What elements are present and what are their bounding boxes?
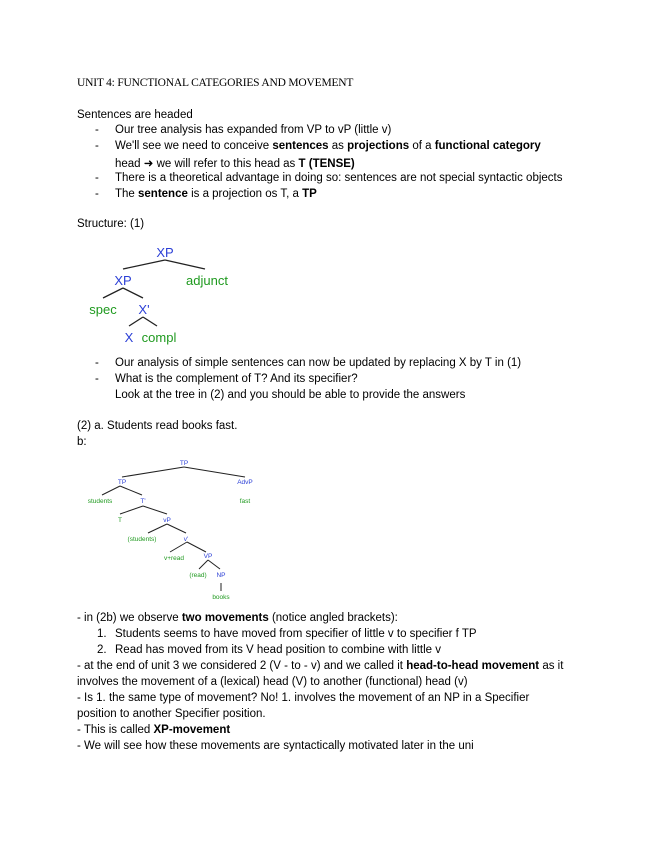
node-read-trace: (read) — [189, 572, 207, 579]
paragraph-line: position to another Specifier position. — [77, 708, 266, 720]
paragraph-line — [77, 660, 563, 672]
bold-term: functional category — [434, 140, 541, 152]
text-span: of a — [409, 140, 435, 152]
node-tp: TP — [179, 460, 189, 467]
node-adjunct: adjunct — [186, 273, 228, 288]
node-tp: TP — [117, 479, 127, 486]
tree-diagram-1 — [85, 240, 285, 350]
bullet-dash: - — [95, 124, 99, 136]
node-x: X — [124, 330, 134, 345]
page-title: UNIT 4: FUNCTIONAL CATEGORIES AND MOVEMENT — [77, 77, 354, 89]
tree-edge — [129, 317, 143, 326]
bold-term: TP — [302, 188, 317, 200]
text-span: (notice angled brackets): — [268, 612, 398, 624]
node-t: T — [118, 517, 122, 524]
node-vp: vP — [163, 517, 171, 524]
node-fast: fast — [239, 498, 251, 505]
node-books: books — [212, 594, 230, 601]
tree-edge — [184, 467, 245, 477]
numbered-item: Students seems to have moved from specifier of little v to specifier f TP — [115, 628, 477, 640]
tree-edge — [148, 524, 167, 533]
tree-edge — [123, 288, 143, 298]
tree-edge — [170, 542, 187, 552]
tree-edge — [165, 260, 205, 269]
bullet-item — [115, 140, 541, 152]
text-span: is a projection os T, a — [187, 188, 303, 200]
text-span: as it — [539, 660, 564, 672]
bullet-continuation — [115, 156, 355, 170]
text-span: The — [115, 188, 139, 200]
paragraph-line — [77, 612, 398, 624]
section-heading: Sentences are headed — [77, 109, 193, 121]
bullet-item: There is a theoretical advantage in doing so: sentences are not special syntactic objects — [115, 172, 563, 184]
node-xp: XP — [156, 245, 174, 260]
text-span: - in (2b) we observe — [77, 612, 182, 624]
bold-term: XP-movement — [153, 724, 231, 736]
bullet-item: Our tree analysis has expanded from VP to vP (little v) — [115, 124, 392, 136]
node-tbar: T' — [140, 498, 146, 505]
node-xbar: X' — [138, 302, 150, 317]
bold-term: two movements — [181, 612, 269, 624]
tree-edge — [187, 542, 206, 552]
node-students: students — [87, 498, 113, 505]
paragraph-line: involves the movement of a (lexical) head (V) to another (functional) head (v) — [77, 676, 468, 688]
node-spec: spec — [89, 302, 117, 317]
tree-edge — [102, 486, 120, 495]
tree-edge — [120, 506, 143, 514]
tree-edge — [143, 506, 167, 514]
bullet-item: Our analysis of simple sentences can now be updated by replacing X by T in (1) — [115, 357, 522, 369]
tree-edge — [103, 288, 123, 298]
node-np: NP — [216, 572, 226, 579]
bold-term: head-to-head movement — [406, 660, 540, 672]
bullet-dash: - — [95, 357, 99, 369]
list-number: 1. — [97, 628, 107, 640]
paragraph-line: - Is 1. the same type of movement? No! 1. involves the movement of an NP in a Specifier — [77, 692, 530, 704]
tree-edge — [143, 317, 157, 326]
text-span: head ➜ we will refer to this head as — [115, 158, 299, 170]
text-span: - This is called — [77, 724, 154, 736]
node-compl: compl — [141, 330, 177, 345]
tree-edge — [199, 560, 208, 569]
tree-diagram-2 — [80, 455, 280, 605]
node-vbar: v' — [183, 536, 189, 543]
node-vread: v+read — [163, 555, 185, 562]
text-span: as — [328, 140, 348, 152]
tree-edge — [122, 467, 184, 477]
bullet-dash: - — [95, 373, 99, 385]
bold-term: sentences — [272, 140, 329, 152]
example-label: b: — [77, 436, 87, 448]
example-sentence: (2) a. Students read books fast. — [77, 420, 238, 432]
bold-term: projections — [347, 140, 410, 152]
tree-edge — [208, 560, 220, 569]
node-students-trace: (students) — [127, 536, 157, 543]
bullet-continuation: Look at the tree in (2) and you should be able to provide the answers — [115, 389, 466, 401]
bullet-item — [115, 188, 317, 200]
bullet-dash: - — [95, 172, 99, 184]
numbered-item: Read has moved from its V head position to combine with little v — [115, 644, 441, 656]
tree-edge — [167, 524, 186, 533]
tree-edge — [123, 260, 165, 269]
node-xp: XP — [114, 273, 132, 288]
tree-edge — [120, 486, 142, 495]
paragraph-line: - We will see how these movements are syntactically motivated later in the uni — [77, 740, 474, 752]
paragraph-line — [77, 724, 230, 736]
node-advp: AdvP — [237, 479, 253, 486]
bullet-dash: - — [95, 188, 99, 200]
list-number: 2. — [97, 644, 107, 656]
bold-term: sentence — [138, 188, 188, 200]
text-span: We'll see we need to conceive — [115, 140, 273, 152]
bullet-dash: - — [95, 140, 99, 152]
bullet-item: What is the complement of T? And its specifier? — [115, 373, 358, 385]
bold-term: T (TENSE) — [298, 158, 355, 170]
text-span: - at the end of unit 3 we considered 2 (V - to - v) and we called it — [77, 660, 407, 672]
structure-label: Structure: (1) — [77, 218, 145, 230]
node-vp-lexical: VP — [203, 553, 213, 560]
